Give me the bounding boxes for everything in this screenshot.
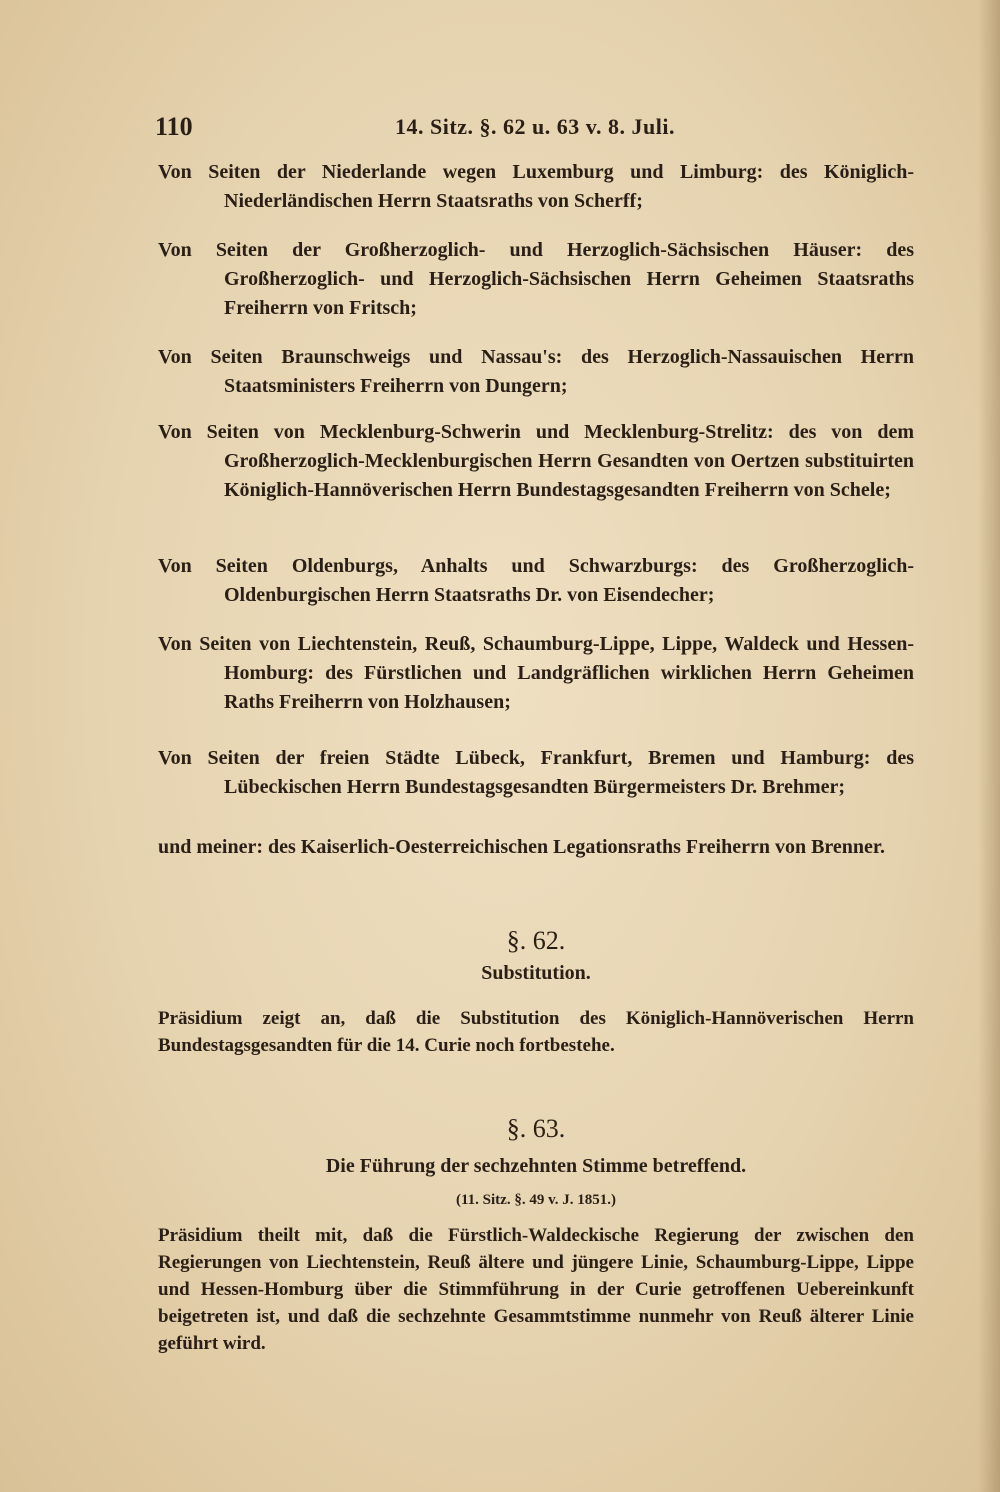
section-63-subtitle: Die Führung der sechzehnten Stimme betreffend. <box>325 1155 747 1177</box>
page-number: 110 <box>155 112 193 141</box>
section-63-text: Präsidium theilt mit, daß die Fürstlich-Waldeckische Regierung der zwischen den Regierungen von Liechtenstein, Reuß ältere und jüngere Linie, Schaumburg-Lippe, Lippe und Hessen-Homburg über die Stimmführung in der Curie getroffenen Uebereinkunft beigetreten ist, und daß die sechzehnte Gesammtstimme nunmehr von Reuß älterer Linie geführt wird. <box>158 1225 914 1354</box>
entry-text: Von Seiten der Großherzoglich- und Herzoglich-Sächsischen Häuser: des Großherzoglich- und Herzoglich-Sächsischen Herrn Geheimen Staatsraths Freiherrn von Fritsch; <box>158 239 914 319</box>
entry-liechtenstein <box>158 630 914 717</box>
page-edge-shadow <box>978 0 1000 1492</box>
entry-text: Von Seiten von Mecklenburg-Schwerin und Mecklenburg-Strelitz: des von dem Großherzoglich-Mecklenburgischen Herrn Gesandten von Oertzen substituirten Königlich-Hannöverischen Herrn Bundestagsgesandten Freiherrn von Schele; <box>158 421 914 501</box>
section-63-title: §. 63. <box>506 1114 566 1143</box>
section-62-title: §. 62. <box>506 926 566 955</box>
section-63-reference: (11. Sitz. §. 49 v. J. 1851.) <box>456 1192 616 1208</box>
entry-text: Von Seiten Oldenburgs, Anhalts und Schwarzburgs: des Großherzoglich-Oldenburgischen Herrn Staatsraths Dr. von Eisendecher; <box>158 555 914 606</box>
entry-saechsische-haeuser <box>158 236 914 323</box>
entry-oldenburg-anhalt <box>158 552 914 610</box>
section-62-text: Präsidium zeigt an, daß die Substitution des Königlich-Hannöverischen Herrn Bundestagsgesandten für die 14. Curie noch fortbestehe. <box>158 1008 914 1056</box>
entry-text: Von Seiten der Niederlande wegen Luxemburg und Limburg: des Königlich-Niederländischen Herrn Staatsraths von Scherff; <box>158 161 914 212</box>
closing-text: und meiner: des Kaiserlich-Oesterreichischen Legationsraths Freiherrn von Brenner. <box>158 836 885 858</box>
entry-freie-staedte <box>158 744 914 802</box>
page-header <box>155 112 915 146</box>
entry-text: Von Seiten der freien Städte Lübeck, Frankfurt, Bremen und Hamburg: des Lübeckischen Herrn Bundestagsgesandten Bürgermeisters Dr. Brehmer; <box>158 747 914 798</box>
entry-text: Von Seiten von Liechtenstein, Reuß, Schaumburg-Lippe, Lippe, Waldeck und Hessen-Homburg: des Fürstlichen und Landgräflichen wirklichen Herrn Geheimen Raths Freiherrn von Holzhausen; <box>158 633 914 713</box>
entry-mecklenburg <box>158 418 914 505</box>
entry-niederlande <box>158 158 914 216</box>
closing-line <box>158 833 914 862</box>
entry-braunschweig-nassau <box>158 343 914 401</box>
entry-text: Von Seiten Braunschweigs und Nassau's: des Herzoglich-Nassauischen Herrn Staatsministers Freiherrn von Dungern; <box>158 346 914 397</box>
running-head: 14. Sitz. §. 62 u. 63 v. 8. Juli. <box>395 114 675 139</box>
section-62-subtitle: Substitution. <box>481 962 591 984</box>
